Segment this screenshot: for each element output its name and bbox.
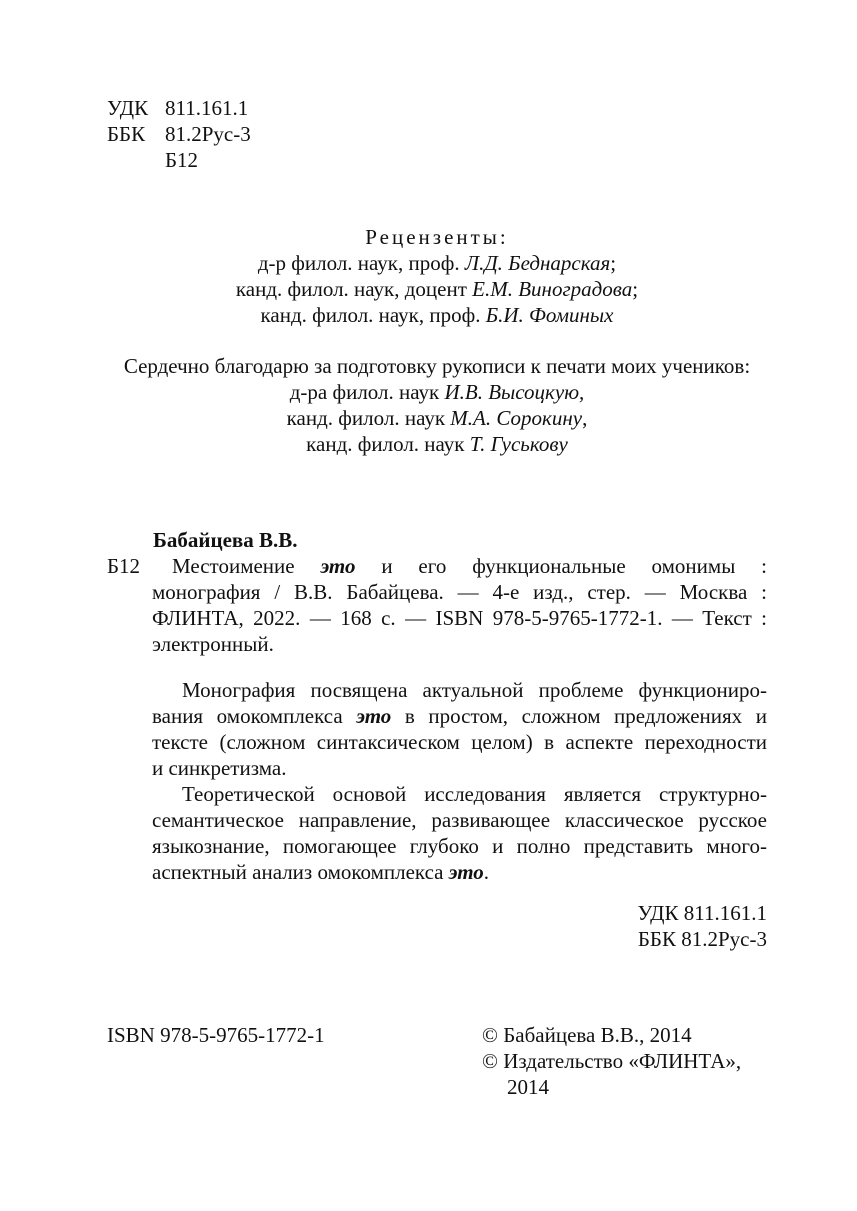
reviewers-block [107, 224, 767, 328]
abstract-line: семантическое направление, развивающее классическое русское [152, 808, 767, 832]
bib-line: монография / В.В. Бабайцева. — 4-е изд., стер. — Москва : [152, 580, 767, 604]
bib-line: электронный. [152, 632, 274, 656]
bib-record [172, 553, 767, 579]
thanks-line: канд. филол. наук Т. Гуськову [306, 432, 568, 456]
bbk-row [107, 121, 307, 147]
abstract-line: вания омокомплекса это в простом, сложном предложениях и [152, 704, 767, 728]
udk-code: УДК 811.161.1 [637, 901, 767, 925]
reviewer-line: канд. филол. наук, доцент Е.М. Виноградова; [235, 277, 639, 301]
abstract-emphasis: это [448, 860, 484, 884]
bbk-label: ББК [107, 122, 146, 146]
reviewer-name: Л.Д. Беднарская [464, 251, 611, 275]
udk-value: 811.161.1 [165, 96, 249, 120]
reviewers-heading: Рецензенты: [365, 225, 509, 249]
thanks-line: канд. филол. наук М.А. Сорокину, [286, 406, 588, 430]
student-name: М.А. Сорокину [450, 406, 583, 430]
bib-mark: Б12 [107, 554, 141, 578]
bib-author: Бабайцева В.В. [153, 528, 298, 552]
reviewer-line: канд. филол. наук, проф. Б.И. Фоминых [260, 303, 614, 327]
reviewer-name: Б.И. Фоминых [485, 303, 614, 327]
copyright-author: © Бабайцева В.В., 2014 [482, 1023, 692, 1047]
codes-bottom [467, 900, 767, 952]
thanks-line: д-ра филол. наук И.В. Высоцкую, [289, 380, 585, 404]
abstract-line: языкознание, помогающее глубоко и полно представить много- [152, 834, 767, 858]
abstract-line: Монография посвящена актуальной проблеме функциониро- [182, 678, 767, 702]
thanks-block [107, 353, 767, 457]
student-name: И.В. Высоцкую, [444, 380, 585, 404]
udk-label: УДК [107, 96, 149, 120]
udk-row [107, 95, 307, 121]
bib-line: Местоимение это и его функциональные омонимы : [172, 554, 767, 578]
abstract-line: аспектный анализ омокомплекса это. [152, 860, 489, 884]
abstract-line: тексте (сложном синтаксическом целом) в аспекте переходности [152, 730, 767, 754]
thanks-lead: Сердечно благодарю за подготовку рукописи к печати моих учеников: [123, 354, 751, 378]
reviewer-name: Е.М. Виноградова [472, 277, 633, 301]
author-mark-row [107, 147, 307, 173]
student-name: Т. Гуськову [469, 432, 568, 456]
reviewer-line: д-р филол. наук, проф. Л.Д. Беднарская; [257, 251, 617, 275]
copyright-publisher: © Издательство «ФЛИНТА», [482, 1049, 742, 1073]
abstract-block [152, 677, 767, 885]
bib-record-cont [152, 579, 767, 657]
author-mark: Б12 [165, 148, 199, 172]
bib-line: ФЛИНТА, 2022. — 168 с. — ISBN 978-5-9765-1772-1. — Текст : [152, 606, 767, 630]
bib-emphasis: это [320, 554, 356, 578]
copyright-year: 2014 [507, 1075, 549, 1099]
abstract-line: Теоретической основой исследования является структурно- [182, 782, 767, 806]
bbk-value: 81.2Рус-3 [165, 122, 251, 146]
abstract-line: и синкретизма. [152, 756, 287, 780]
classification-block [107, 95, 307, 173]
isbn: ISBN 978-5-9765-1772-1 [107, 1023, 325, 1047]
copyright-block [482, 1022, 772, 1100]
abstract-emphasis: это [356, 704, 392, 728]
bbk-code: ББК 81.2Рус-3 [637, 927, 767, 951]
